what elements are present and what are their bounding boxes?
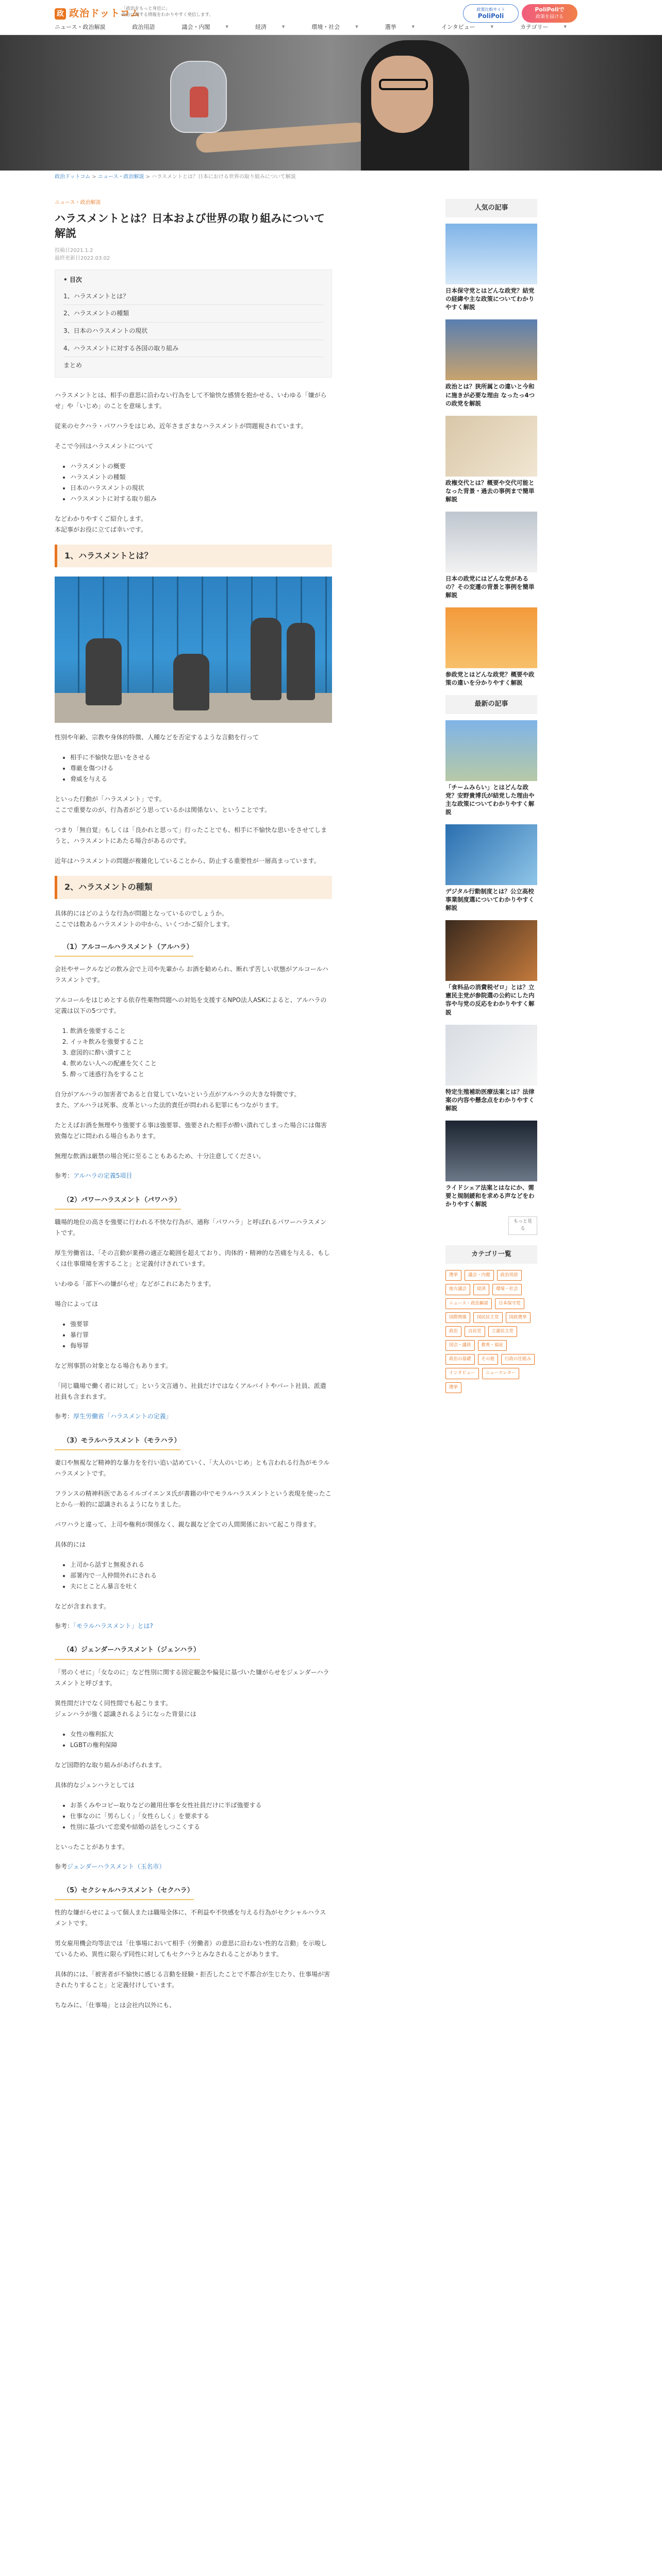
list-item: • ハラスメントの種類 — [70, 472, 332, 483]
category-heading: カテゴリ一覧 — [445, 1245, 537, 1264]
submit-policy-sub: 政策を届ける — [535, 14, 564, 20]
category-tag[interactable]: 国民民主党 — [473, 1312, 503, 1323]
recent-heading: 最新の記事 — [445, 695, 537, 714]
category-tag[interactable]: 地方議会 — [445, 1284, 470, 1295]
chevron-down-icon: ▼ — [282, 25, 285, 29]
article-thumbnail — [445, 1121, 537, 1181]
nav-item-label: インタビュー — [441, 24, 475, 30]
logo-mark-icon: 政 — [55, 8, 66, 20]
subsection-heading: （4）ジェンダーハラスメント（ジェンハラ） — [55, 1645, 200, 1659]
article-thumbnail — [445, 416, 537, 477]
list-item: • 侮辱罪 — [70, 1341, 332, 1351]
category-tags — [445, 1270, 537, 1393]
section-list — [70, 752, 332, 785]
reference-link[interactable]: ジェンダーハラスメント（玉名市） — [67, 1862, 166, 1870]
chevron-down-icon: ▼ — [490, 25, 493, 29]
category-tag[interactable]: 国政選挙 — [506, 1312, 531, 1323]
nav-item[interactable] — [385, 23, 428, 31]
article-card[interactable] — [445, 720, 537, 816]
chevron-down-icon: ▼ — [225, 25, 228, 29]
list-item: • 脅威を与える — [70, 774, 332, 785]
reference: 参考：厚生労働省「ハラスメントの定義」 — [55, 1413, 172, 1420]
section-paragraph: 無理な飲酒は厳禁の場合死に至ることもあるため、十分注意してください。 — [55, 1153, 265, 1160]
intro-paragraph: などわかりやすくご紹介します。 本記事がお役に立てば幸いです。 — [55, 515, 147, 533]
nav-item-label: 議会・内閣 — [181, 24, 210, 30]
article-card[interactable] — [445, 224, 537, 311]
section-paragraph: アルコールをはじめとする依存性薬物問題への対処を支援するNPO法人ASKによると、アルハラの定義は以下の5つです。 — [55, 996, 327, 1015]
article-card[interactable] — [445, 607, 537, 687]
category-tag[interactable]: その他 — [478, 1354, 499, 1365]
list-item: 2. イッキ飲みを強要すること — [70, 1037, 332, 1047]
category-tag[interactable]: 国際関係 — [445, 1312, 470, 1323]
section-paragraph: 「男のくせに」「女なのに」など性別に関する固定観念や偏見に基づいた嫌がらせをジェンダーハラスメントと呼びます。 — [55, 1668, 329, 1687]
list-item: • 相手に不愉快な思いをさせる — [70, 752, 332, 763]
chevron-down-icon: ▼ — [355, 25, 358, 29]
article-card[interactable] — [445, 920, 537, 1016]
list-item: 5. 酔って迷惑行為をすること — [70, 1069, 332, 1080]
article-thumbnail — [445, 319, 537, 380]
category-tag[interactable]: 選挙 — [445, 1382, 461, 1393]
section-paragraph: 男女雇用機会均等法では「仕事場において相手（労働者）の意思に沿わない性的な言動」を示唆しているため、異性に限らず同性に対してもセクハラとみなされることがあります。 — [55, 1940, 327, 1958]
section-paragraph: 性別や年齢、宗教や身体的特徴、人種などを否定するような言動を行って — [55, 734, 259, 741]
category-tag[interactable]: 国会・議員 — [445, 1340, 475, 1351]
list-item: • ハラスメントの概要 — [70, 461, 332, 472]
nav-item[interactable] — [255, 23, 298, 31]
logo-text: 政治ドットコム — [69, 8, 141, 19]
article-card[interactable] — [445, 1025, 537, 1112]
section-paragraph: といったことがあります。 — [55, 1843, 129, 1851]
policy-compare-label: 政策比較サイト — [476, 7, 505, 12]
article-card[interactable] — [445, 319, 537, 407]
nav-item[interactable] — [181, 23, 241, 31]
category-tag[interactable]: 行政の仕組み — [501, 1354, 535, 1365]
subsection-heading: （3）モラルハラスメント（モラハラ） — [55, 1436, 180, 1450]
article-card-title: 日本の政党にはどんな党があるの？その変遷の背景と事例を簡単解説 — [445, 574, 535, 599]
list-item: • LGBTの権利保障 — [70, 1740, 332, 1751]
category-tag[interactable]: 日本保守党 — [495, 1298, 524, 1309]
nav-item[interactable] — [311, 23, 371, 31]
reference-link[interactable]: 「モラルハラスメント」とは? — [73, 1622, 153, 1630]
breadcrumb-sep: > — [92, 174, 96, 180]
list-item: • お茶くみやコピー取りなどの雑用仕事を女性社員だけに半ば強要する — [70, 1800, 332, 1811]
article-card-title: 特定生殖補助医療法案とは？法律案の内容や懸念点をわかりやすく解説 — [445, 1088, 535, 1112]
article-card[interactable] — [445, 416, 537, 503]
section-paragraph: などが含まれます。 — [55, 1602, 110, 1610]
section-paragraph: いわゆる「部下への嫌がらせ」などがこれにあたります。 — [55, 1280, 215, 1288]
section-paragraph: 異性間だけでなく同性間でも起こります。 ジェンハラが強く認識されるようになった背景には — [55, 1699, 196, 1718]
section-paragraph: パワハラと違って、上司や権利が関係なく、親な親など全ての人間関係において起こり得ます。 — [55, 1520, 320, 1528]
table-of-contents — [55, 269, 332, 378]
category-tag[interactable]: インタビュー — [445, 1368, 479, 1379]
section-paragraph: など国際的な取り組みがあげられます。 — [55, 1761, 166, 1769]
nav-item-label: 環境・社会 — [311, 24, 340, 30]
reference-link[interactable]: 厚生労働省「ハラスメントの定義」 — [73, 1413, 172, 1420]
section-paragraph: 具体的にはどのような行為が問題となっているのでしょうか。 ここでは数あるハラスメントの中から、いくつかご紹介します。 — [55, 910, 234, 928]
list-item: 4. 飲めない人への配慮を欠くこと — [70, 1058, 332, 1069]
article-thumbnail — [445, 824, 537, 885]
section-paragraph: 性的な嫌がらせによって個人または職場全体に、不利益や不快感を与える行為がセクシャルハラスメントです。 — [55, 1909, 326, 1927]
updated-date: 最終更新日2022.03.02 — [55, 256, 110, 262]
chevron-down-icon: ▼ — [411, 25, 415, 29]
breadcrumb — [55, 173, 296, 181]
list-item: 1. 飲酒を強要すること — [70, 1026, 332, 1037]
submit-policy-button[interactable] — [522, 4, 577, 23]
article-card[interactable] — [445, 512, 537, 599]
category-tag[interactable]: 政治用語 — [497, 1270, 522, 1281]
section-paragraph: たとえばお酒を無理やり強要する事は強要罪、強要された相手が酔い潰れてしまった場合には傷害致傷などに問われる場合もあります。 — [55, 1122, 327, 1140]
article-card-title: 政権交代とは？概要や交代可能となった背景・過去の事例まで簡単解説 — [445, 479, 535, 503]
published-date: 投稿日2021.1.2 — [55, 248, 93, 254]
category-tag[interactable]: 政治 — [445, 1326, 461, 1337]
list-item: • 強要罪 — [70, 1319, 332, 1330]
nav-item[interactable] — [55, 23, 119, 31]
toc-item[interactable]: まとめ — [63, 362, 82, 369]
hero-image — [0, 35, 662, 171]
section-paragraph: 「同じ職場で働く者に対して」という文言通り、社員だけではなくアルバイトやパート社員、派遣社員も含まれます。 — [55, 1382, 326, 1401]
section-paragraph: といった行動が「ハラスメント」です。 ここで重要なのが、行為者がどう思っているかは関係ない、ということです。 — [55, 795, 271, 814]
article-title: ハラスメントとは？日本および世界の取り組みについて解説 — [55, 212, 325, 240]
article-card-title: 日本保守党とはどんな政党？結党の経緯や主な政策についてわかりやすく解説 — [445, 287, 535, 311]
category-tag[interactable]: 議会・内閣 — [465, 1270, 494, 1281]
toc-heading: • 目次 — [63, 276, 82, 284]
article-thumbnail — [445, 920, 537, 981]
list-item: • 日本のハラスメントの現状 — [70, 483, 332, 494]
reference: 参考ジェンダーハラスメント（玉名市） — [55, 1862, 166, 1870]
intro-paragraph: そこで今回はハラスメントについて — [55, 442, 154, 450]
section-paragraph: 会社やサークルなどの飲み会で上司や先輩から お酒を勧められ、断れず苦しい状態がアルコールハラスメントです。 — [55, 965, 328, 984]
site-header — [0, 0, 662, 35]
reference-link[interactable]: アルハラの定義5項目 — [73, 1172, 133, 1180]
polipoli-brand: PoliPoli — [477, 12, 504, 20]
toc-item[interactable]: 2、ハラスメントの種類 — [63, 305, 323, 323]
category-tag[interactable]: 自民党 — [465, 1326, 485, 1337]
reference: 参考：「モラルハラスメント」とは? — [55, 1622, 153, 1630]
nav-item-label: カテゴリー — [520, 24, 549, 30]
list-item: • 上司から話すと無視される — [70, 1560, 332, 1570]
nav-item-label: 政治用語 — [132, 24, 155, 30]
list-item: • 女性の権利拡大 — [70, 1729, 332, 1740]
section-paragraph: 近年はハラスメントの問題が複雑化していることから、防止する重要性が一層高まっています。 — [55, 857, 320, 865]
subsection-heading: （5）セクシャルハラスメント（セクハラ） — [55, 1886, 194, 1900]
article-card-title: 政治とは？狭所属との違いと今和に施きが必要な理由 なったっ4つの政党を解説 — [445, 383, 535, 407]
article-card-title: 「食料品の消費税ゼロ」とは？立憲民主党が参院選の公約にした内容や与党の反応をわかりやすく解説 — [445, 984, 535, 1016]
list-item: 3. 意図的に酔い潰すこと — [70, 1047, 332, 1058]
list-item: • 部署内で一人仲間外れにされる — [70, 1570, 332, 1581]
category-tag[interactable]: ニュース・政治解説 — [445, 1298, 492, 1309]
category-tag[interactable]: 教育・福祉 — [478, 1340, 507, 1351]
chevron-down-icon: ▼ — [564, 25, 567, 29]
toc-item[interactable]: 3、日本のハラスメントの現状 — [63, 323, 323, 340]
section-paragraph: ちなみに、「仕事場」とは会社内以外にも、 — [55, 2002, 176, 2009]
toc-item[interactable]: 1、ハラスメントとは？ — [63, 288, 323, 306]
category-tag[interactable]: 政治の基礎 — [445, 1354, 475, 1365]
article-thumbnail — [445, 1025, 537, 1086]
list-item: • 仕事なのに「男らしく」「女性らしく」を要求する — [70, 1811, 332, 1822]
section-paragraph: 厚生労働省は、「その言動が業務の適正な範囲を超えており、肉体的・精神的な苦痛を与える、もしくは仕事環境を害すること」と定義付けされています。 — [55, 1249, 330, 1268]
section-paragraph: つまり「無自覚」もしくは「良かれと思って」行ったことでも、相手に不愉快な思いをさせてしまうと、ハラスメントにあたる場合があるのです。 — [55, 826, 327, 845]
section-paragraph: 自分がアルハラの加害者であると自覚していないという点がアルハラの大きな特徴です。 また、アルハラは死事、皮革といった法的責任が問われる犯罪にもつながります。 — [55, 1091, 301, 1109]
article-thumbnail — [445, 512, 537, 572]
sidebar — [445, 199, 537, 1393]
list-item: • 性別に基づいて恋愛や結婚の話をしつこくする — [70, 1822, 332, 1833]
section-paragraph: フランスの精神科医であるイルゴイエンヌ氏が書籍の中でモラルハラスメントという表現を使ったことから一般的に認識されるようになりました。 — [55, 1489, 332, 1508]
toc-item[interactable]: 4、ハラスメントに対する各国の取り組み — [63, 340, 323, 358]
section-paragraph: など刑事罰の対象となる場合もあります。 — [55, 1362, 172, 1370]
intro-list — [70, 461, 332, 504]
category-tag[interactable]: 環境・社会 — [492, 1284, 522, 1295]
subsection-heading: （2）パワーハラスメント（パワハラ） — [55, 1195, 181, 1210]
intro-paragraph: 従来のセクハラ・パワハラをはじめ、近年さまざまなハラスメントが問題視されています。 — [55, 422, 307, 430]
article-thumbnail — [445, 720, 537, 781]
nav-item-label: 経済 — [255, 24, 267, 30]
section-list — [70, 1800, 332, 1833]
site-tagline: 「政治をもっと身近に」 政治に関する情報をわかりやすく発信します。 — [122, 6, 213, 18]
article-card-title: 「チームみらい」とはどんな政党？安野貴博氏が結党した理由や主な政策についてわかりやすく解説 — [445, 783, 535, 816]
submit-policy-title: PoliPoliで — [535, 6, 565, 13]
nav-item-label: ニュース・政治解説 — [55, 24, 106, 30]
breadcrumb-category[interactable]: ニュース・政治解説 — [97, 174, 144, 180]
article — [55, 199, 332, 2020]
nav-item-label: 選挙 — [385, 24, 396, 30]
section-paragraph: 場合によっては — [55, 1300, 98, 1308]
category-tag[interactable]: 選挙 — [445, 1270, 461, 1281]
nav-item[interactable] — [132, 23, 168, 31]
article-dates — [55, 247, 332, 262]
category-tag[interactable]: ニュースレター — [482, 1368, 520, 1379]
article-card-title: ライドシェア法案とはなにか、需要と規制緩和を求める声などをわかりやすく解説 — [445, 1183, 535, 1208]
article-card[interactable] — [445, 824, 537, 912]
category-tag[interactable]: 立憲民主党 — [488, 1326, 518, 1337]
section-heading: 2、ハラスメントの種類 — [55, 876, 332, 899]
list-item: • ハラスメントに対する取り組み — [70, 494, 332, 504]
section-list — [70, 1729, 332, 1751]
breadcrumb-current: ハラスメントとは？日本における世界の取り組みについて解説 — [152, 174, 296, 180]
section-list — [70, 1560, 332, 1592]
article-card-title: 参政党とはどんな政党？概要や政策の違いを分かりやすく解説 — [445, 671, 535, 687]
section-paragraph: 具体的には、「被害者が不愉快に感じる言動を経験・拒否したことで不都合が生じたり、仕事場が害されたりすること」と定義付けしています。 — [55, 1971, 330, 1989]
section-paragraph: 具体的には — [55, 1540, 86, 1548]
section-heading: 1、ハラスメントとは？ — [55, 545, 332, 568]
popular-heading: 人気の記事 — [445, 199, 537, 217]
breadcrumb-sep: > — [145, 174, 151, 180]
section-list — [70, 1319, 332, 1351]
policy-compare-button[interactable] — [463, 4, 519, 23]
section-paragraph: 具体的なジェンハラとしては — [55, 1781, 135, 1789]
article-thumbnail — [445, 224, 537, 284]
article-card-title: デジタル行動制度とは？公立高校事業制度選についてわかりやすく解説 — [445, 887, 535, 912]
more-button[interactable]: もっと見る — [508, 1216, 537, 1235]
nav-item[interactable] — [520, 23, 580, 31]
main-nav — [55, 23, 593, 31]
intro-paragraph: ハラスメントとは、相手の意思に沿わない行為をして不愉快な感情を抱かせる、いわゆる「嫌がらせ」や「いじめ」のことを意味します。 — [55, 391, 327, 410]
lockers-photo — [55, 577, 332, 723]
article-category[interactable]: ニュース・政治解説 — [55, 200, 101, 206]
list-item: • 尊厳を傷つける — [70, 763, 332, 774]
section-paragraph: 妻口や無視など精神的な暴力をを行い追い詰めていく、「大人のいじめ」とも言われる行為がモラルハラスメントです。 — [55, 1459, 330, 1477]
article-card[interactable] — [445, 1121, 537, 1208]
nav-item[interactable] — [441, 23, 507, 31]
subsection-heading: （1）アルコールハラスメント（アルハラ） — [55, 942, 193, 957]
breadcrumb-home[interactable]: 政治ドットコム — [55, 174, 91, 180]
list-item: • 夫にとことん暴言を吐く — [70, 1581, 332, 1592]
section-list — [70, 1026, 332, 1080]
section-paragraph: 職場的地位の高さを強要に行われる不快な行為が、通称「パワハラ」と呼ばれるパワーハラスメントです。 — [55, 1218, 327, 1237]
list-item: • 暴行罪 — [70, 1330, 332, 1341]
category-tag[interactable]: 経済 — [473, 1284, 489, 1295]
reference: 参考：アルハラの定義5項目 — [55, 1172, 133, 1180]
article-thumbnail — [445, 607, 537, 668]
